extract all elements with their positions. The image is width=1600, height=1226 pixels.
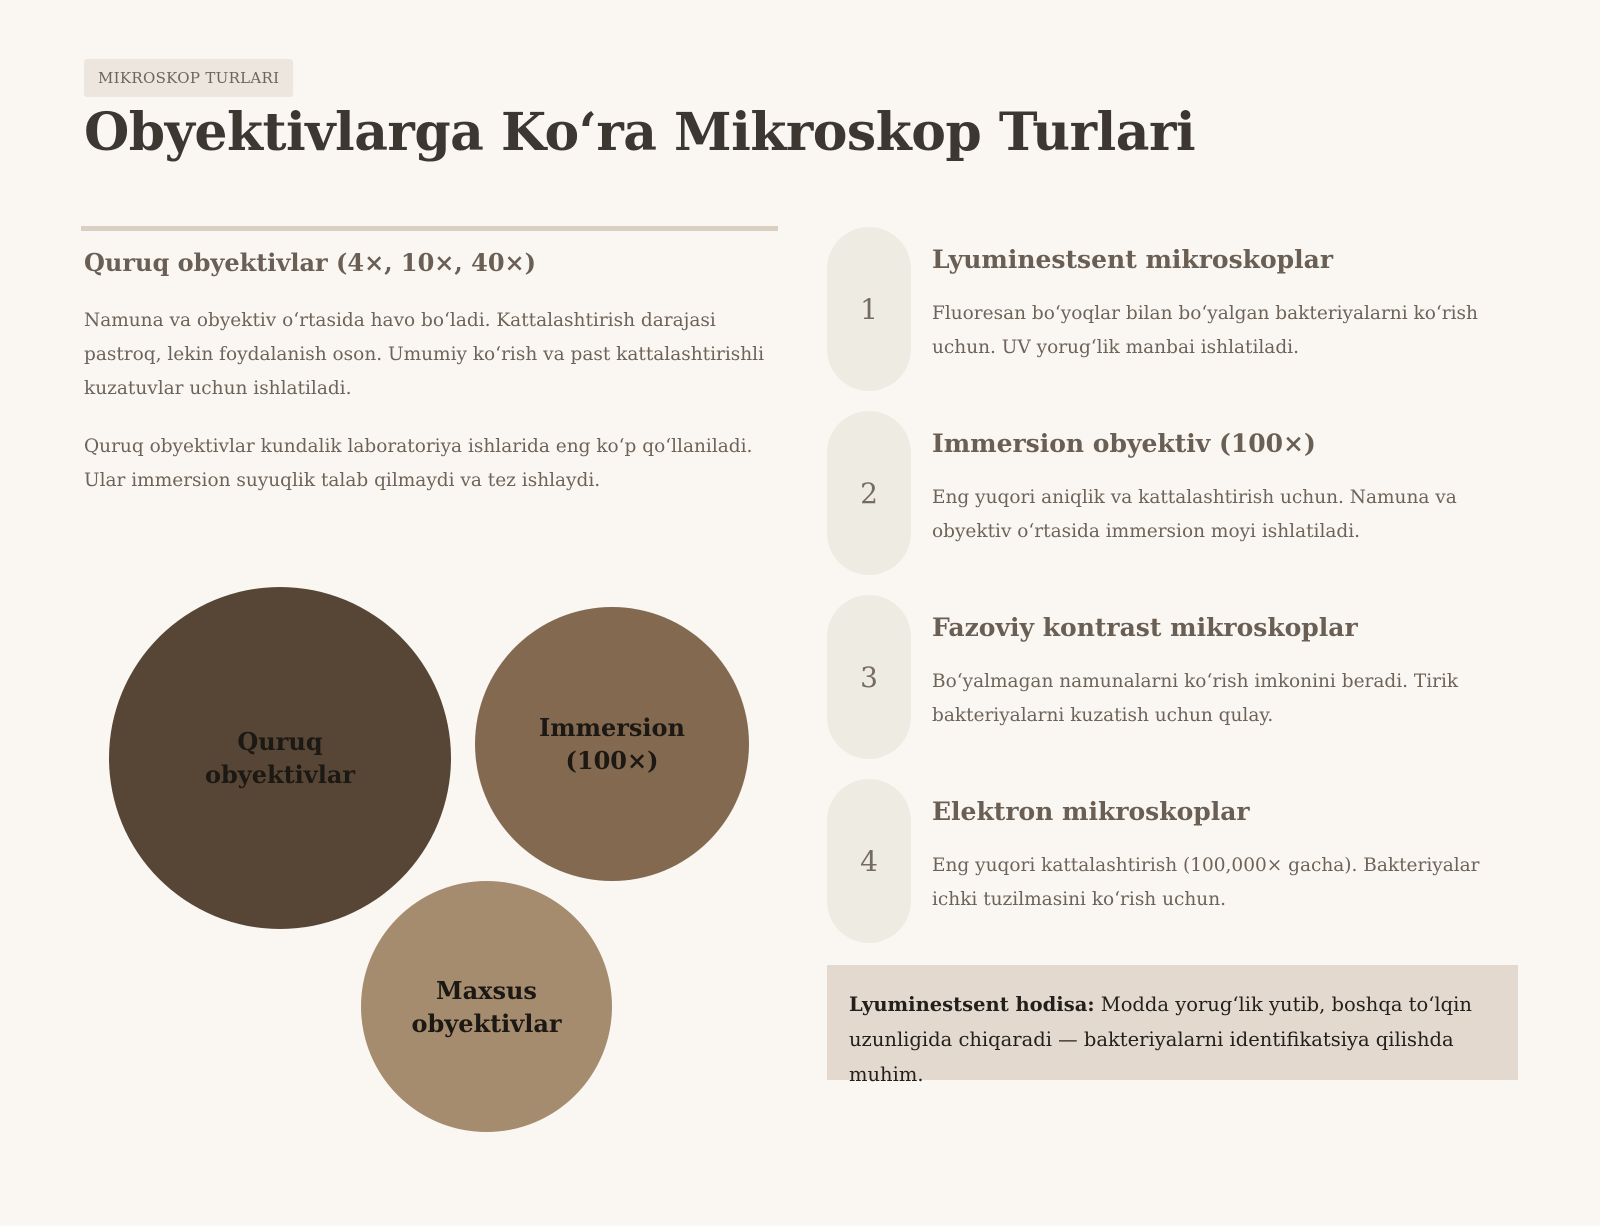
circle-label: Quruq obyektivlar <box>204 727 356 789</box>
item-title: Fazoviy kontrast mikroskoplar <box>932 613 1358 642</box>
note-text: Modda yorugʻlik yutib, boshqa toʻlqin uzunligida chiqaradi — bakteriyalarni identifikatsiya qilishda muhim. <box>849 993 1472 1086</box>
left-heading: Quruq obyektivlar (4×, 10×, 40×) <box>84 248 536 277</box>
item-number: 3 <box>827 595 911 759</box>
item-description: Boʻyalmagan namunalarni koʻrish imkonini beradi. Tirik bakteriyalarni kuzatish uchun qulay. <box>932 671 1459 726</box>
list-item <box>827 227 1527 391</box>
circle-special-objectives <box>361 881 612 1132</box>
list-item <box>827 779 1527 943</box>
info-note <box>827 965 1518 1086</box>
page-title: Obyektivlarga Koʻra Mikroskop Turlari <box>84 102 1196 163</box>
item-title: Elektron mikroskoplar <box>932 797 1250 826</box>
left-paragraph-1: Namuna va obyektiv oʻrtasida havo boʻladi. Kattalashtirish darajasi pastroq, lekin foydalanish oson. Umumiy koʻrish va past kattalashtirishli kuzatuvlar uchun ishlatiladi. <box>84 310 765 399</box>
item-description: Eng yuqori kattalashtirish (100,000× gacha). Bakteriyalar ichki tuzilmasini koʻrish uchun. <box>932 855 1480 910</box>
item-description: Eng yuqori aniqlik va kattalashtirish uchun. Namuna va obyektiv oʻrtasida immersion moyi ishlatiladi. <box>932 487 1457 542</box>
circle-label: Maxsus obyektivlar <box>411 975 562 1038</box>
item-number: 2 <box>827 411 911 575</box>
section-badge: MIKROSKOP TURLARI <box>84 59 293 97</box>
circle-label: Immersion (100×) <box>538 713 685 775</box>
list-item <box>827 595 1527 759</box>
circle-dry-objectives <box>109 587 451 929</box>
section-divider <box>81 226 778 231</box>
left-paragraph-2: Quruq obyektivlar kundalik laboratoriya ishlarida eng koʻp qoʻllaniladi. Ular immersion suyuqlik talab qilmaydi va tez ishlaydi. <box>84 436 753 491</box>
item-title: Immersion obyektiv (100×) <box>932 429 1316 458</box>
item-number: 4 <box>827 779 911 943</box>
circle-immersion <box>475 607 749 881</box>
note-label: Lyuminestsent hodisa: <box>849 993 1095 1016</box>
list-item <box>827 411 1527 575</box>
item-title: Lyuminestsent mikroskoplar <box>932 245 1333 274</box>
item-number: 1 <box>827 227 911 391</box>
item-description: Fluoresan boʻyoqlar bilan boʻyalgan bakteriyalarni koʻrish uchun. UV yorugʻlik manbai ishlatiladi. <box>932 303 1478 358</box>
